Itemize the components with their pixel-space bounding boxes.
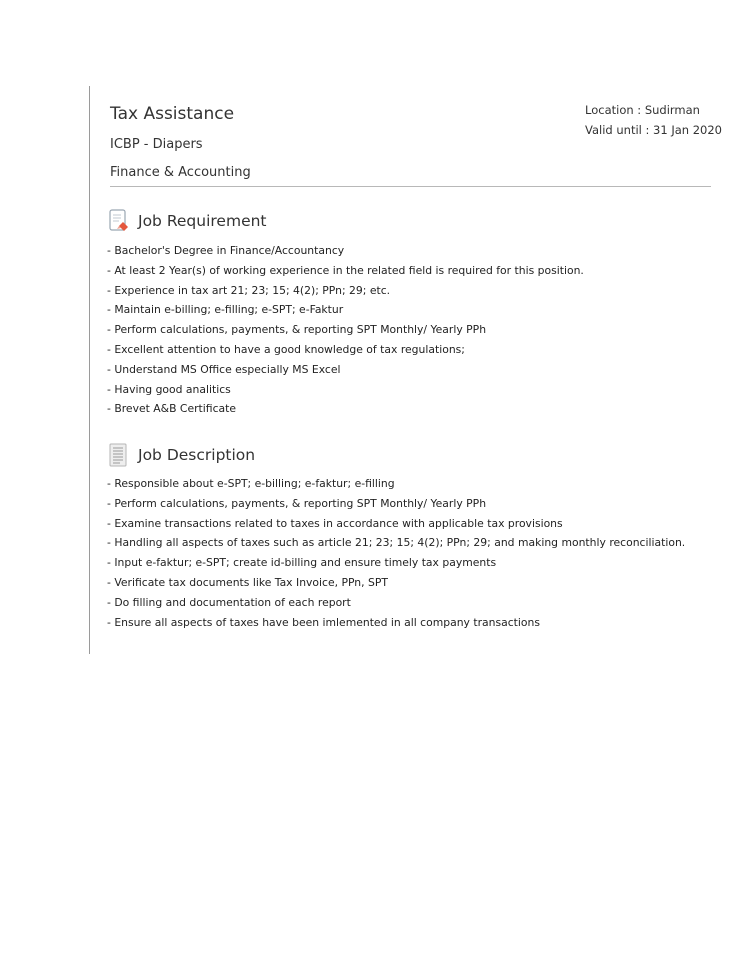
list-item: - At least 2 Year(s) of working experience in the related field is required for this position. — [107, 263, 584, 277]
header-divider — [110, 186, 711, 187]
list-item: - Perform calculations, payments, & reporting SPT Monthly/ Yearly PPh — [107, 496, 487, 510]
list-item: - Ensure all aspects of taxes have been imlemented in all company transactions — [107, 615, 540, 629]
left-border-rule — [89, 86, 90, 654]
list-item: - Do filling and documentation of each report — [107, 595, 351, 609]
list-item: - Input e-faktur; e-SPT; create id-billing and ensure timely tax payments — [107, 556, 497, 570]
document-lines-icon — [108, 443, 130, 467]
job-description-heading — [108, 443, 255, 467]
list-item: - Understand MS Office especially MS Excel — [107, 362, 341, 376]
list-item: - Maintain e-billing; e-filling; e-SPT; e-Faktur — [107, 303, 344, 317]
company-name: ICBP - Diapers — [110, 137, 203, 152]
list-item: - Brevet A&B Certificate — [107, 402, 237, 416]
list-item: - Excellent attention to have a good knowledge of tax regulations; — [107, 342, 465, 356]
document-check-icon — [108, 209, 130, 233]
job-requirement-label: Job Requirement — [138, 212, 267, 230]
job-description-label: Job Description — [138, 446, 256, 464]
list-item: - Verificate tax documents like Tax Invoice, PPn, SPT — [107, 575, 388, 589]
list-item: - Handling all aspects of taxes such as article 21; 23; 15; 4(2); PPn; 29; and making monthly reconciliation. — [107, 536, 686, 550]
description-list — [107, 474, 737, 632]
job-meta — [585, 100, 722, 140]
list-item: - Perform calculations, payments, & reporting SPT Monthly/ Yearly PPh — [107, 323, 487, 337]
job-requirement-heading — [108, 209, 267, 233]
department-name: Finance & Accounting — [110, 165, 251, 180]
list-item: - Bachelor's Degree in Finance/Accountancy — [107, 244, 345, 257]
list-item: - Experience in tax art 21; 23; 15; 4(2); PPn; 29; etc. — [107, 283, 391, 297]
list-item: - Examine transactions related to taxes in accordance with applicable tax provisions — [107, 516, 563, 530]
list-item: - Responsible about e-SPT; e-billing; e-faktur; e-filling — [107, 477, 395, 490]
list-item: - Having good analitics — [107, 382, 231, 396]
valid-until-text: Valid until : 31 Jan 2020 — [585, 123, 722, 137]
requirement-list — [107, 241, 737, 419]
job-title: Tax Assistance — [110, 104, 235, 124]
location-text: Location : Sudirman — [585, 103, 700, 117]
